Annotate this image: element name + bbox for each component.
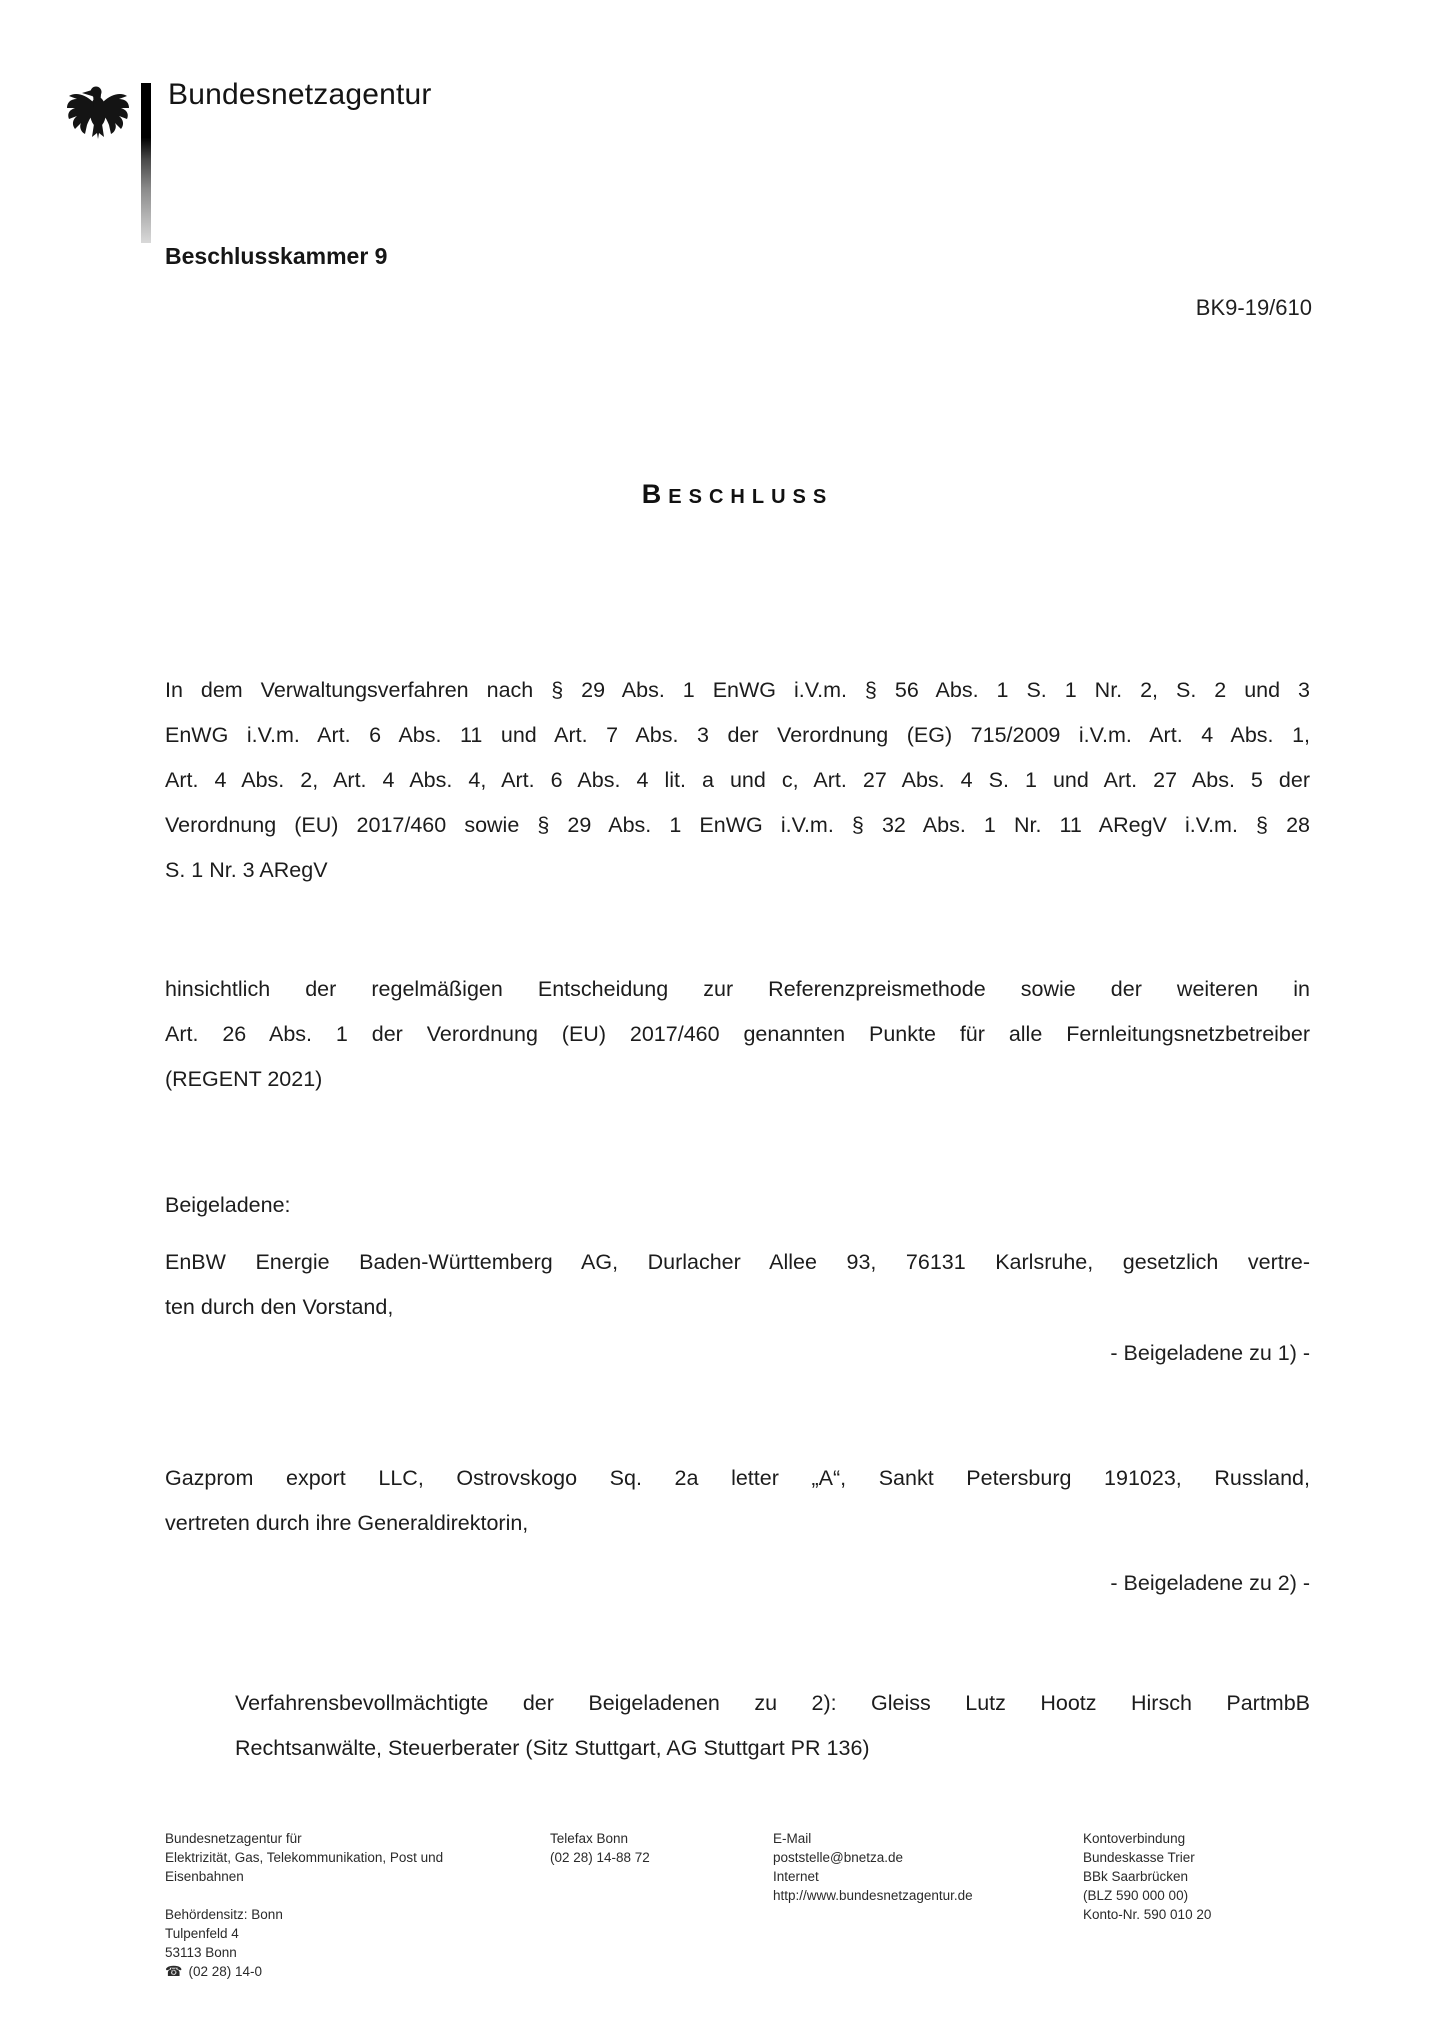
text-line: (02 28) 14-88 72 <box>550 1850 650 1865</box>
party-2-designation: - Beigeladene zu 2) - <box>1110 1571 1310 1595</box>
text-line: Art. 4 Abs. 2, Art. 4 Abs. 4, Art. 6 Abs. 4 lit. a und c, Art. 27 Abs. 4 S. 1 und Art. 27 Abs. 5 der <box>165 768 1310 792</box>
paragraph-representatives <box>235 1681 1310 1771</box>
text-line: In dem Verwaltungsverfahren nach § 29 Abs. 1 EnWG i.V.m. § 56 Abs. 1 S. 1 Nr. 2, S. 2 und 3 <box>165 678 1310 702</box>
document-title: BESCHLUSS <box>641 479 834 509</box>
footer-phone-line <box>165 1962 555 1981</box>
footer-address-block <box>165 1905 555 1962</box>
text-line: Internet <box>773 1869 819 1884</box>
footer-gap <box>165 1886 555 1905</box>
party-1-designation: - Beigeladene zu 1) - <box>1110 1341 1310 1365</box>
text-line: BBk Saarbrücken <box>1083 1869 1189 1884</box>
text-line: Rechtsanwälte, Steuerberater (Sitz Stuttgart, AG Stuttgart PR 136) <box>235 1736 870 1760</box>
footer-column-email-internet <box>773 1829 1073 1905</box>
text-line: Behördensitz: Bonn <box>165 1907 283 1922</box>
text-line: Bundeskasse Trier <box>1083 1850 1195 1865</box>
text-line: Bundesnetzagentur für <box>165 1831 302 1846</box>
text-line: Eisenbahnen <box>165 1869 244 1884</box>
text-line: Tulpenfeld 4 <box>165 1926 239 1941</box>
footer-agency-block <box>165 1829 555 1886</box>
text-line: Kontoverbindung <box>1083 1831 1186 1846</box>
footer-phone-number: (02 28) 14-0 <box>188 1964 262 1979</box>
text-line: Elektrizität, Gas, Telekommunikation, Post und <box>165 1850 444 1865</box>
text-line: (REGENT 2021) <box>165 1067 323 1091</box>
text-line: E-Mail <box>773 1831 812 1846</box>
footer-column-bank <box>1083 1829 1413 1924</box>
text-line: Konto-Nr. 590 010 20 <box>1083 1907 1212 1922</box>
paragraph-legal-basis <box>165 668 1310 893</box>
text-line: hinsichtlich der regelmäßigen Entscheidung zur Referenzpreismethode sowie der weiteren in <box>165 977 1310 1001</box>
text-line: Beigeladene: <box>165 1193 291 1217</box>
agency-name: Bundesnetzagentur <box>168 78 432 111</box>
text-line: S. 1 Nr. 3 ARegV <box>165 858 328 882</box>
text-line: vertreten durch ihre Generaldirektorin, <box>165 1511 529 1535</box>
beigeladene-label <box>165 1183 1310 1228</box>
text-line: 53113 Bonn <box>165 1945 237 1960</box>
text-line: ten durch den Vorstand, <box>165 1295 394 1319</box>
telephone-icon: ☎ <box>165 1963 183 1979</box>
text-line: Art. 26 Abs. 1 der Verordnung (EU) 2017/460 genannten Punkte für alle Fernleitungsnetzbetreiber <box>165 1022 1310 1046</box>
text-line: Verfahrensbevollmächtigte der Beigeladenen zu 2): Gleiss Lutz Hootz Hirsch PartmbB <box>235 1691 1310 1715</box>
chamber-heading: Beschlusskammer 9 <box>165 243 388 269</box>
logo-divider-bar <box>141 83 151 243</box>
footer-column-fax <box>550 1829 760 1867</box>
text-line: poststelle@bnetza.de <box>773 1850 904 1865</box>
text-line: Gazprom export LLC, Ostrovskogo Sq. 2a letter „A“, Sankt Petersburg 191023, Russland, <box>165 1466 1310 1490</box>
text-line: (BLZ 590 000 00) <box>1083 1888 1189 1903</box>
paragraph-party-gazprom <box>165 1456 1310 1546</box>
text-line: Telefax Bonn <box>550 1831 629 1846</box>
text-line: EnWG i.V.m. Art. 6 Abs. 11 und Art. 7 Abs. 3 der Verordnung (EG) 715/2009 i.V.m. Art. 4 Abs. 1, <box>165 723 1310 747</box>
text-line: http://www.bundesnetzagentur.de <box>773 1888 973 1903</box>
footer-column-agency <box>165 1829 555 1981</box>
paragraph-party-enbw <box>165 1240 1310 1330</box>
paragraph-subject <box>165 967 1310 1102</box>
text-line: Verordnung (EU) 2017/460 sowie § 29 Abs. 1 EnWG i.V.m. § 32 Abs. 1 Nr. 11 ARegV i.V.m. § 28 <box>165 813 1310 837</box>
text-line: EnBW Energie Baden-Württemberg AG, Durlacher Allee 93, 76131 Karlsruhe, gesetzlich vertre- <box>165 1250 1310 1274</box>
case-number: BK9-19/610 <box>1195 295 1312 320</box>
federal-eagle-icon <box>66 80 130 142</box>
